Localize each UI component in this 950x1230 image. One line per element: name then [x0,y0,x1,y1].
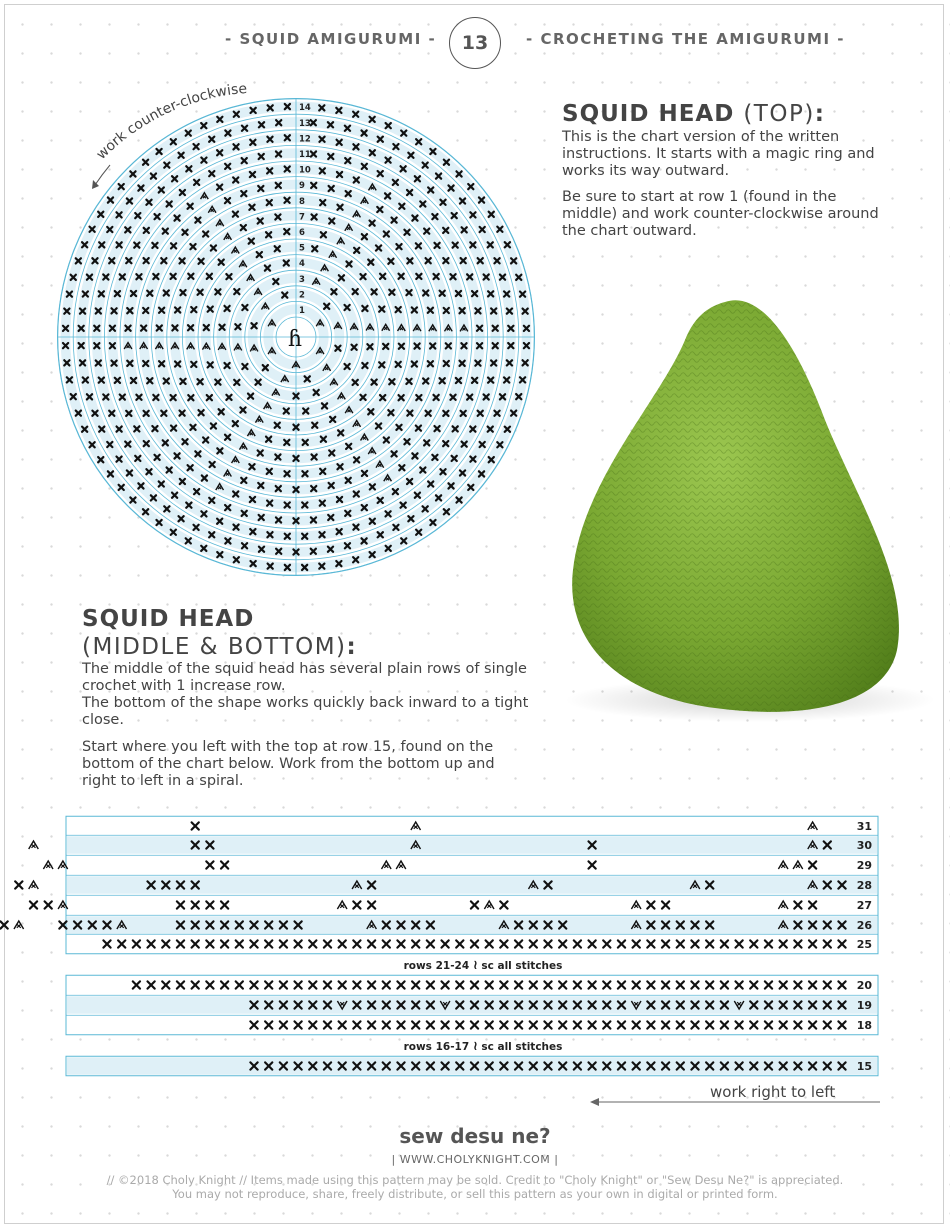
row-note-symbol: ≀ [472,958,478,973]
row-band [67,836,877,854]
section-top-title [562,101,825,127]
section-top-para-2: Be sure to start at row 1 (found in the middle) and work counter-clockwise around the chart outward. [562,189,879,239]
ring-label: 1 [299,306,305,316]
ring-label: 9 [299,181,305,192]
row-note [404,1039,563,1054]
row-label: 30 [856,839,872,852]
row-label: 28 [856,879,872,892]
section-middle-para-1: The middle of the squid head has several plain rows of single crochet with 1 increase row. [82,661,527,694]
section-middle-title-2 [82,634,357,660]
section-middle-title-colon: : [346,634,357,660]
section-top-title-light: (TOP) [743,101,815,127]
row-label: 20 [856,979,872,992]
ring-label: 3 [299,274,305,285]
photo-yarn-texture [572,300,899,712]
row-label: 15 [856,1060,872,1073]
page-number-badge: 13 [449,17,501,69]
row-stitch-increase [43,861,53,869]
row-label: 25 [856,938,872,951]
ring-label: 13 [299,118,311,129]
row-stitch-sc [1,921,8,928]
row-band [67,916,877,934]
footer-legal-line-2: You may not reproduce, share, freely distribute, or sell this pattern as your own in digital or printed form. [172,1187,778,1201]
section-middle-para-3: Start where you left with the top at row 15, found on the bottom of the chart below. Work from the bottom up and right to left in a spiral. [82,739,495,789]
row-stitch-sc [15,881,22,888]
row-band [67,876,877,894]
section-top-title-colon: : [814,101,825,127]
section-top-title-bold: SQUID HEAD [562,101,735,127]
footer-legal-line-1: // ©2018 Choly Knight // Items made using this pattern may be sold. Credit to "Choly Knight" or "Sew Desu Ne?" is appreciated. [106,1173,844,1187]
circle-direction-arrow [92,165,110,189]
row-direction-label: work right to left [710,1083,836,1101]
ring-label: 8 [299,196,305,207]
row-note-label: rows 21-24 [403,960,473,972]
row-note [404,958,563,973]
squid-head-photo [555,280,945,725]
section-middle-title-bold: SQUID HEAD [82,606,255,632]
ring-label: 4 [299,259,305,270]
footer-brand: sew desu ne? [399,1124,551,1148]
row-stitch-sc [45,901,52,908]
row-stitch-sc [30,901,37,908]
row-chart [0,816,878,1076]
section-middle-title-light: (MIDDLE & BOTTOM) [82,634,347,660]
magic-ring-symbol: ɦ [287,327,303,352]
ring-label: 7 [299,212,305,223]
row-label: 18 [856,1019,872,1032]
circle-direction-text: work counter-clockwise [93,80,248,163]
row-stitch-increase [14,921,24,929]
row-band [67,996,877,1014]
row-label: 31 [856,820,872,833]
row-label: 27 [856,899,872,912]
row-band [67,1057,877,1075]
ring-label: 14 [299,103,311,114]
ring-label: 12 [299,134,311,145]
row-stitch-sc [59,921,66,928]
row-note-label: rows 16-17 [403,1041,473,1053]
row-arrow-head [590,1098,599,1106]
section-top-para-1: This is the chart version of the written instructions. It starts with a magic ring and works its way outward. [562,129,875,179]
footer-legal [0,1173,950,1201]
circle-chart [58,99,535,576]
row-label: 29 [856,859,872,872]
row-stitch-increase [29,841,39,849]
ring-label: 11 [299,150,311,160]
footer-url[interactable]: | WWW.CHOLYKNIGHT.COM | [391,1153,559,1166]
row-note-text: sc all stitches [477,960,563,972]
ring-label: 10 [299,165,311,176]
circle-arrow-line [95,165,110,185]
section-middle-para-2: The bottom of the shape works quickly back inward to a tight close. [82,695,529,728]
row-note-symbol: ≀ [472,1039,478,1054]
row-label: 19 [856,999,872,1012]
row-label: 26 [856,919,872,932]
header-left-title: - SQUID AMIGURUMI - [225,30,437,48]
header-right-title: - CROCHETING THE AMIGURUMI - [526,30,846,48]
ring-label: 6 [299,228,305,238]
row-stitch-increase [29,881,39,889]
ring-label: 2 [299,290,305,301]
ring-label: 5 [299,243,305,254]
row-note-text: sc all stitches [477,1041,563,1053]
